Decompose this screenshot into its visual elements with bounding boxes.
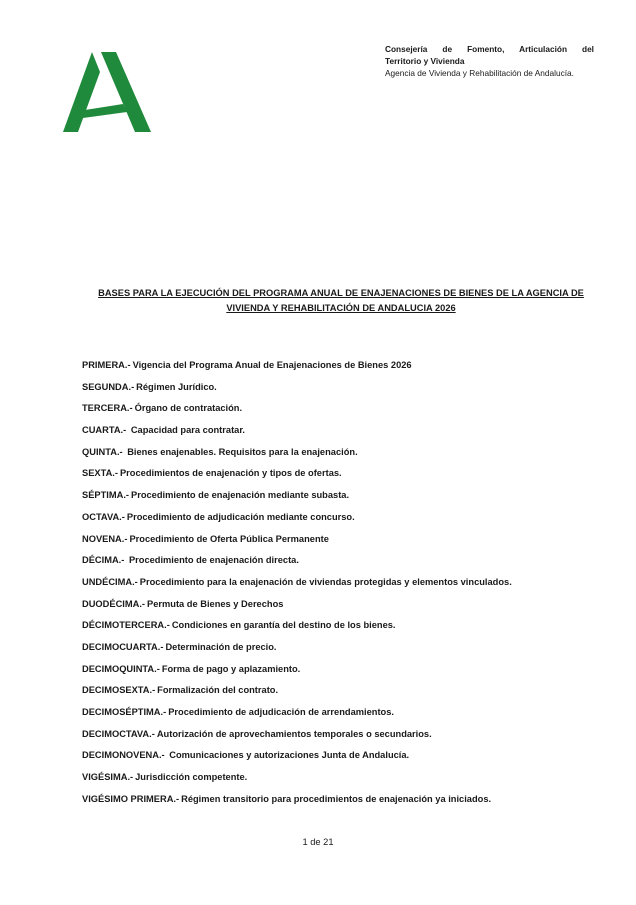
page-number: 1 de 21 [302,837,334,847]
toc-item-text: Capacidad para contratar. [128,425,246,436]
toc-item-label: SÉPTIMA.- [82,490,130,501]
toc-item [82,747,612,769]
toc-item-text: Autorización de aprovechamientos temporales o secundarios. [156,728,432,739]
toc-item-label: TERCERA.- [82,403,133,414]
toc-item-label: DECIMOSÉPTIMA.- [82,707,167,717]
toc-item [82,509,612,531]
toc-item [82,487,612,509]
logo-left-stroke [63,52,100,132]
header-line-1: Consejería de Fomento, Articulación del [385,44,594,54]
table-of-contents [82,357,612,812]
toc-item-label: VIGÉSIMO PRIMERA.- [82,793,180,804]
toc-item [82,661,612,683]
toc-item [82,444,612,466]
toc-item-text: Bienes enajenables. Requisitos para la enajenación. [124,446,358,457]
toc-item-text: Condiciones en garantía del destino de los bienes. [171,620,396,631]
issuer-header [385,43,594,79]
toc-item [82,617,612,639]
toc-item-label: DUODÉCIMA.- [82,598,146,609]
logo-crossbar [83,104,127,118]
header-line-2: Territorio y Vivienda [385,56,465,66]
toc-item-text: Procedimiento de enajenación mediante subasta. [131,490,350,501]
toc-item [82,552,612,574]
toc-item-label: NOVENA.- [82,533,128,544]
toc-item [82,422,612,444]
toc-item [82,682,612,704]
logo-right-stroke [101,52,151,132]
toc-item-label: PRIMERA.- [82,360,131,370]
toc-item-text: Forma de pago y aplazamiento. [161,663,301,674]
toc-item-text: Procedimiento de enajenación directa. [126,555,299,566]
toc-item-text: Procedimiento de adjudicación de arrendamientos. [168,707,394,717]
toc-item-label: VIGÉSIMA.- [82,772,134,783]
toc-item-label: SEXTA.- [82,468,118,479]
toc-item-label: DECIMONOVENA.- [82,750,165,761]
toc-item-text: Órgano de contratación. [134,403,243,414]
toc-item [82,574,612,596]
toc-item-text: Jurisdicción competente. [135,772,248,783]
toc-item-text: Procedimientos de enajenación y tipos de ofertas. [119,468,342,479]
toc-item-label: DÉCIMA.- [82,555,125,566]
toc-item [82,357,612,379]
toc-item-label: DECIMOCTAVA.- [82,728,155,739]
toc-item-text: Régimen transitorio para procedimientos de enajenación ya iniciados. [181,793,492,804]
toc-item-text: Procedimiento de Oferta Pública Permanente [129,533,329,544]
toc-item [82,726,612,748]
toc-item-text: Permuta de Bienes y Derechos [147,598,284,609]
toc-item-label: QUINTA.- [82,446,123,457]
toc-item-text: Procedimiento de adjudicación mediante concurso. [126,511,355,522]
toc-item [82,531,612,553]
toc-item-text: Comunicaciones y autorizaciones Junta de Andalucía. [166,750,410,761]
header-line-3: Agencia de Vivienda y Rehabilitación de Andalucía. [385,68,574,78]
toc-item-label: UNDÉCIMA.- [82,576,138,587]
title-line-1: BASES PARA LA EJECUCIÓN DEL PROGRAMA ANUAL DE ENAJENACIONES DE BIENES DE LA AGENCIA DE [98,288,584,298]
toc-item [82,596,612,618]
toc-item-text: Procedimiento para la enajenación de viviendas protegidas y elementos vinculados. [139,576,512,587]
toc-item [82,704,612,726]
toc-item-label: DECIMOSEXTA.- [82,685,156,696]
toc-item-text: Formalización del contrato. [157,685,279,696]
toc-item-text: Régimen Jurídico. [136,381,217,392]
toc-item [82,379,612,401]
toc-item-label: OCTAVA.- [82,511,125,522]
toc-item [82,639,612,661]
toc-item [82,791,612,813]
toc-item [82,465,612,487]
title-line-2: VIVIENDA Y REHABILITACIÓN DE ANDALUCIA 2026 [226,303,456,313]
toc-item-text: Determinación de precio. [165,641,277,652]
toc-item-label: DÉCIMOTERCERA.- [82,620,170,631]
toc-item-label: DECIMOCUARTA.- [82,641,164,652]
toc-item [82,769,612,791]
toc-item-label: SEGUNDA.- [82,381,135,392]
document-title [82,286,600,316]
toc-item-text: Vigencia del Programa Anual de Enajenaciones de Bienes 2026 [132,360,412,370]
toc-item [82,400,612,422]
toc-item-label: DECIMOQUINTA.- [82,663,160,674]
junta-andalucia-logo-icon [63,52,151,134]
toc-item-label: CUARTA.- [82,425,127,436]
